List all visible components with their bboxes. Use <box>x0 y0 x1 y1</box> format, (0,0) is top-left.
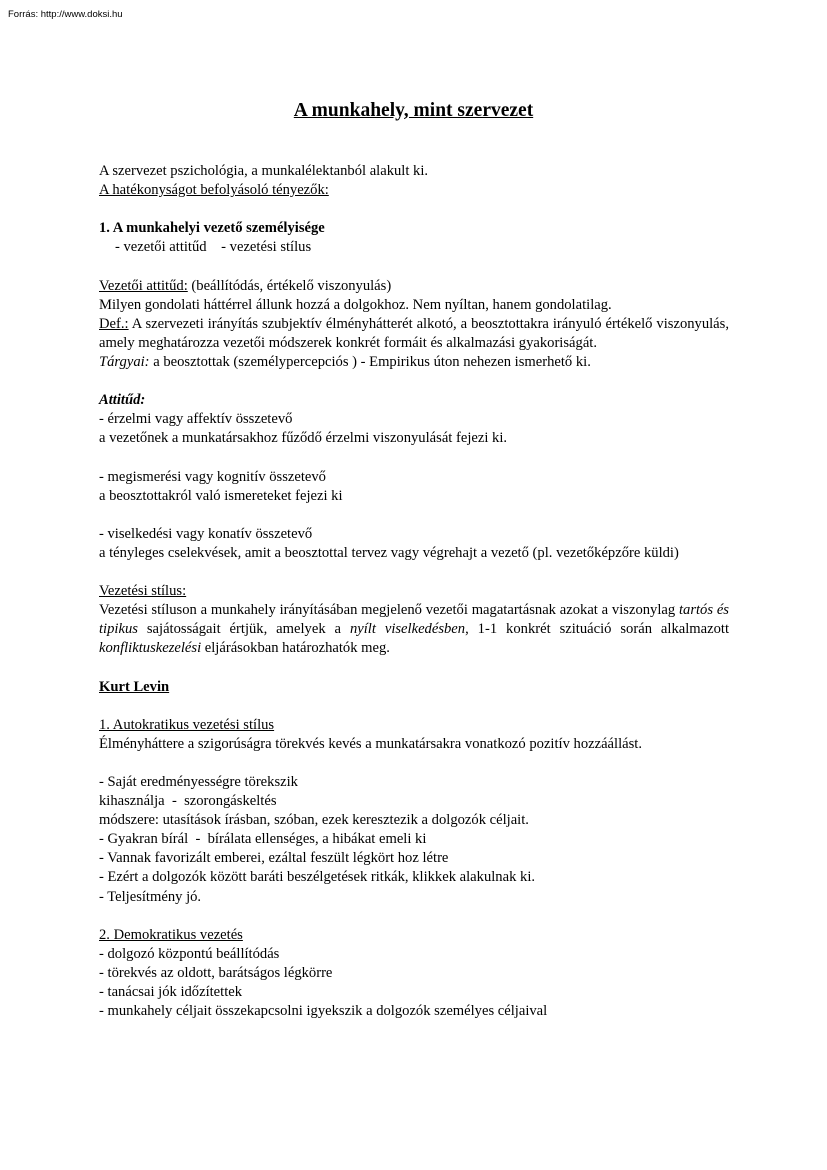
intro-subheading: A hatékonyságot befolyásoló tényezők: <box>99 182 329 199</box>
component-text: a tényleges cselekvések, amit a beosztottal tervez vagy végrehajt a vezető (pl. vezetőképzőre küldi) <box>99 544 679 561</box>
component-title: - érzelmi vagy affektív összetevő <box>99 411 293 428</box>
levin-heading: Kurt Levin <box>99 678 170 695</box>
list-item: - dolgozó központú beállítódás <box>99 945 280 962</box>
autocratic-description: Élményháttere a szigorúságra törekvés kevés a munkatársakra vonatkozó pozitív hozzáállást. <box>99 735 642 752</box>
list-item: - törekvés az oldott, barátságos légkörre <box>99 964 333 981</box>
attitude-definition-line: Vezetői attitűd: (beállítódás, értékelő viszonyulás) <box>99 277 392 294</box>
list-item: kihasználja - szorongáskeltés <box>99 793 277 810</box>
subject-line: Tárgyai: a beosztottak (személypercepciós ) - Empirikus úton nehezen ismerhető ki. <box>99 353 591 370</box>
list-item: - Saját eredményességre törekszik <box>99 774 298 790</box>
section-heading: 1. A munkahelyi vezető személyisége <box>99 220 325 237</box>
leadership-style-paragraph: Vezetési stíluson a munkahely irányításában megjelenő vezetői magatartásnak azokat a viszonylag tartós és tipikus sajátosságait értjük, amelyek a nyílt viselkedésben, 1-1 konkrét szituáció során alkalmazott konfliktuskezelési eljárásokban határozhatók meg. <box>99 602 729 657</box>
component-title: - megismerési vagy kognitív összetevő <box>99 468 326 485</box>
source-note: Forrás: http://www.doksi.hu <box>8 9 123 20</box>
component-text: a beosztottakról való ismereteket fejezi ki <box>99 487 343 504</box>
definition-label: Def.: <box>99 315 129 332</box>
attitude-explanation: Milyen gondolati háttérrel állunk hozzá a dolgokhoz. Nem nyíltan, hanem gondolatilag. <box>99 296 612 313</box>
leadership-style-label: Vezetési stílus: <box>99 583 187 600</box>
attitude-heading: Attitűd: <box>99 392 146 409</box>
list-item: - Teljesítmény jó. <box>99 888 202 905</box>
list-item: - Vannak favorizált emberei, ezáltal feszült légkört hoz létre <box>99 850 449 867</box>
list-item: - Gyakran bírál - bírálata ellenséges, a hibákat emeli ki <box>99 831 427 848</box>
component-text: a vezetőnek a munkatársakhoz fűződő érzelmi viszonyulását fejezi ki. <box>99 430 508 447</box>
democratic-title: 2. Demokratikus vezetés <box>99 926 243 943</box>
list-item: - Ezért a dolgozók között baráti beszélgetések ritkák, klikkek alakulnak ki. <box>99 869 536 886</box>
document-body <box>99 162 729 1021</box>
list-item: módszere: utasítások írásban, szóban, ezek keresztezik a dolgozók céljait. <box>99 812 529 829</box>
component-title: - viselkedési vagy konatív összetevő <box>99 525 313 542</box>
page-title: A munkahely, mint szervezet <box>293 100 534 121</box>
list-item: - munkahely céljait összekapcsolni igyekszik a dolgozók személyes céljaival <box>99 1003 548 1020</box>
definition-paragraph: Def.: A szervezeti irányítás szubjektív élményhátterét alkotó, a beosztottakra irányuló értékelő viszonyulás, amely meghatározza vezetői módszerek konkrét formáit és alkalmazási gyakoriságát. <box>99 315 729 351</box>
attitude-label: Vezetői attitűd: <box>99 277 188 294</box>
section-items: - vezetői attitűd - vezetési stílus <box>115 239 312 256</box>
intro-line: A szervezet pszichológia, a munkalélektanból alakult ki. <box>99 163 429 179</box>
autocratic-title: 1. Autokratikus vezetési stílus <box>99 716 275 733</box>
list-item: - tanácsai jók időzítettek <box>99 984 243 1001</box>
subject-label: Tárgyai: <box>99 353 150 370</box>
